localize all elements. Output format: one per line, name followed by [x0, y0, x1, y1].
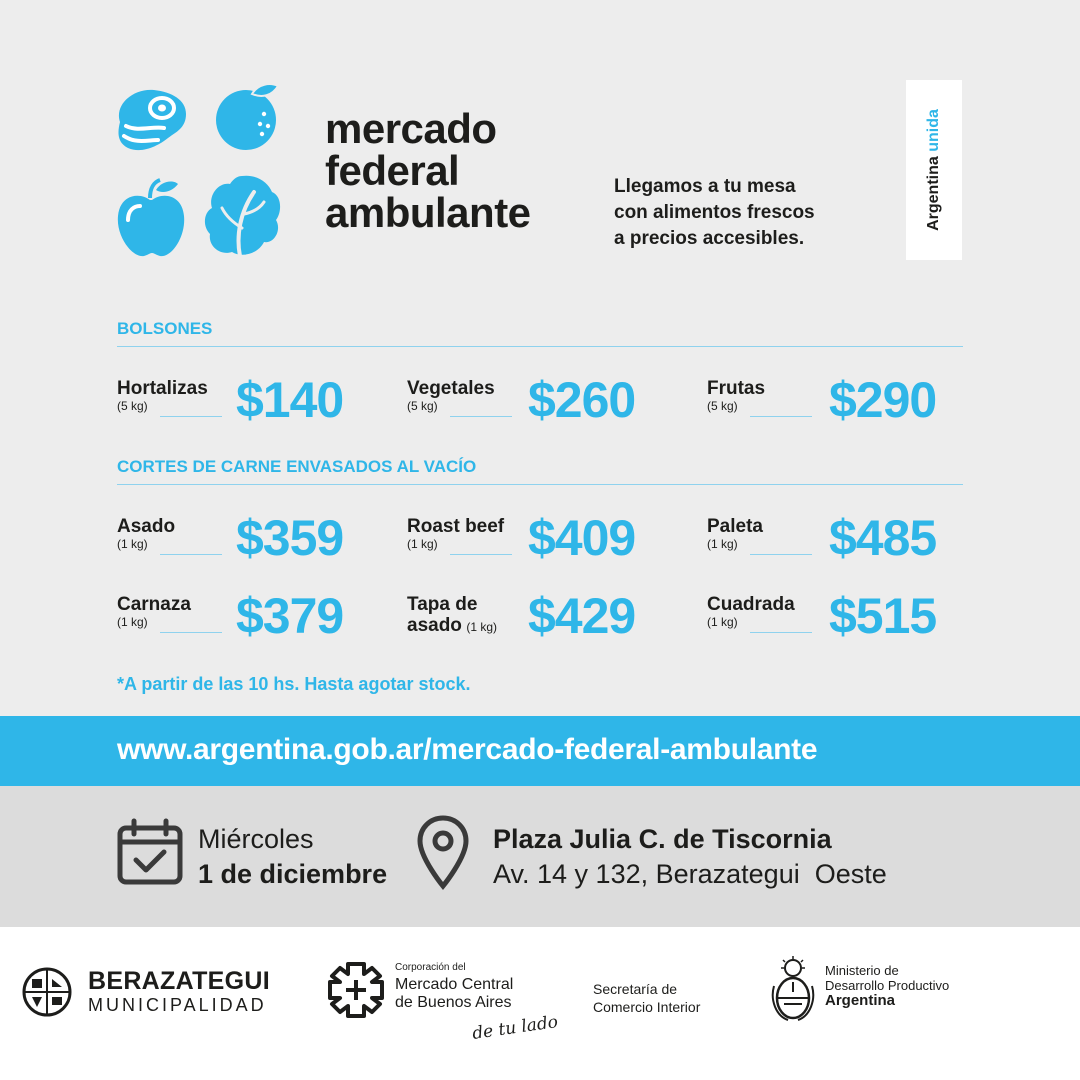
event-address: Av. 14 y 132, Berazategui Oeste: [493, 859, 887, 889]
argentina-unida-badge: [906, 80, 962, 260]
leader-line: [450, 416, 512, 417]
leader-line: [450, 554, 512, 555]
price-item: [117, 594, 191, 629]
product-qty: (1 kg): [407, 537, 438, 551]
product-price: $359: [236, 510, 344, 566]
berazategui-logo-subtext: MUNICIPALIDAD: [88, 995, 267, 1015]
product-qty: (1 kg): [117, 615, 148, 629]
product-price: $260: [528, 372, 636, 428]
event-place: Plaza Julia C. de Tiscornia: [493, 824, 832, 854]
page-title: [325, 105, 531, 236]
tagline-line: con alimentos frescos: [614, 202, 815, 223]
product-qty: (1 kg): [707, 537, 738, 551]
mercado-central-name: [395, 976, 513, 1012]
title-line: mercado: [325, 105, 497, 152]
product-price: $515: [829, 588, 937, 644]
title-line: federal: [325, 147, 460, 194]
mercado-central-slogan: de tu lado: [471, 1012, 560, 1044]
product-name: asado: [407, 615, 462, 636]
price-item: [707, 594, 795, 629]
ministerio-line: Ministerio de: [825, 963, 899, 978]
berazategui-logo-text: BERAZATEGUI: [88, 967, 270, 995]
title-line: ambulante: [325, 189, 531, 236]
stock-note: *A partir de las 10 hs. Hasta agotar stock.: [117, 674, 471, 694]
price-item: [117, 378, 208, 413]
location-pin-icon: [416, 814, 470, 890]
product-qty: (1 kg): [117, 537, 148, 551]
secretaria-logo-text: [593, 980, 700, 1016]
product-name: Hortalizas: [117, 378, 208, 399]
product-name: Paleta: [707, 516, 763, 537]
product-price: $140: [236, 372, 344, 428]
product-price: $290: [829, 372, 937, 428]
event-day: 1 de diciembre: [198, 859, 388, 889]
event-weekday: Miércoles: [198, 824, 314, 854]
product-qty: (1 kg): [707, 615, 738, 629]
price-item: [707, 516, 763, 551]
badge-text: Argentina: [925, 156, 942, 231]
leader-line: [160, 416, 222, 417]
meat-icon: [112, 82, 192, 160]
tagline-line: Llegamos a tu mesa: [614, 176, 796, 197]
section-divider: [117, 346, 963, 347]
ministerio-logo-text: [825, 963, 949, 1008]
national-coat-of-arms-icon: [770, 956, 816, 1024]
section-divider: [117, 484, 963, 485]
section-title-bolsones: BOLSONES: [117, 319, 213, 338]
product-name: Vegetales: [407, 378, 495, 399]
product-qty: (5 kg): [407, 399, 438, 413]
price-item: [117, 516, 175, 551]
product-name: Cuadrada: [707, 594, 795, 615]
price-item: [407, 516, 504, 551]
secretaria-line: Comercio Interior: [593, 999, 701, 1015]
section-title-cortes: CORTES DE CARNE ENVASADOS AL VACÍO: [117, 457, 477, 476]
leader-line: [160, 554, 222, 555]
apple-icon: [114, 176, 188, 260]
mercado-central-caption: Corporación del: [395, 962, 466, 973]
price-item: [407, 594, 497, 636]
tagline: [614, 174, 815, 252]
product-name: Tapa de: [407, 594, 478, 615]
product-name: Carnaza: [117, 594, 191, 615]
leader-line: [750, 416, 812, 417]
product-price: $379: [236, 588, 344, 644]
price-item: [407, 378, 495, 413]
ministerio-country: Argentina: [825, 992, 896, 1009]
product-qty: (5 kg): [707, 399, 738, 413]
badge-accent: unida: [925, 109, 942, 152]
price-item: [707, 378, 765, 413]
product-price: $485: [829, 510, 937, 566]
secretaria-line: Secretaría de: [593, 981, 678, 997]
product-qty: (5 kg): [117, 399, 148, 413]
leader-line: [160, 632, 222, 633]
product-price: $409: [528, 510, 636, 566]
product-qty: (1 kg): [466, 620, 498, 634]
product-name: Frutas: [707, 378, 766, 399]
calendar-icon: [116, 818, 184, 886]
lettuce-icon: [202, 172, 284, 262]
product-name: Roast beef: [407, 516, 505, 537]
orange-icon: [212, 80, 284, 152]
leader-line: [750, 554, 812, 555]
tagline-line: a precios accesibles.: [614, 228, 805, 249]
ministerio-line: Desarrollo Productivo: [825, 978, 950, 993]
product-name: Asado: [117, 516, 176, 537]
mercado-central-logo-icon: [326, 960, 386, 1020]
mercado-central-line: de Buenos Aires: [395, 994, 512, 1011]
leader-line: [750, 632, 812, 633]
event-location: [493, 822, 887, 892]
mercado-central-line: Mercado Central: [395, 976, 514, 993]
berazategui-shield-icon: [22, 967, 72, 1017]
product-price: $429: [528, 588, 636, 644]
website-link[interactable]: www.argentina.gob.ar/mercado-federal-ambulante: [117, 733, 818, 766]
event-date: [198, 822, 387, 892]
